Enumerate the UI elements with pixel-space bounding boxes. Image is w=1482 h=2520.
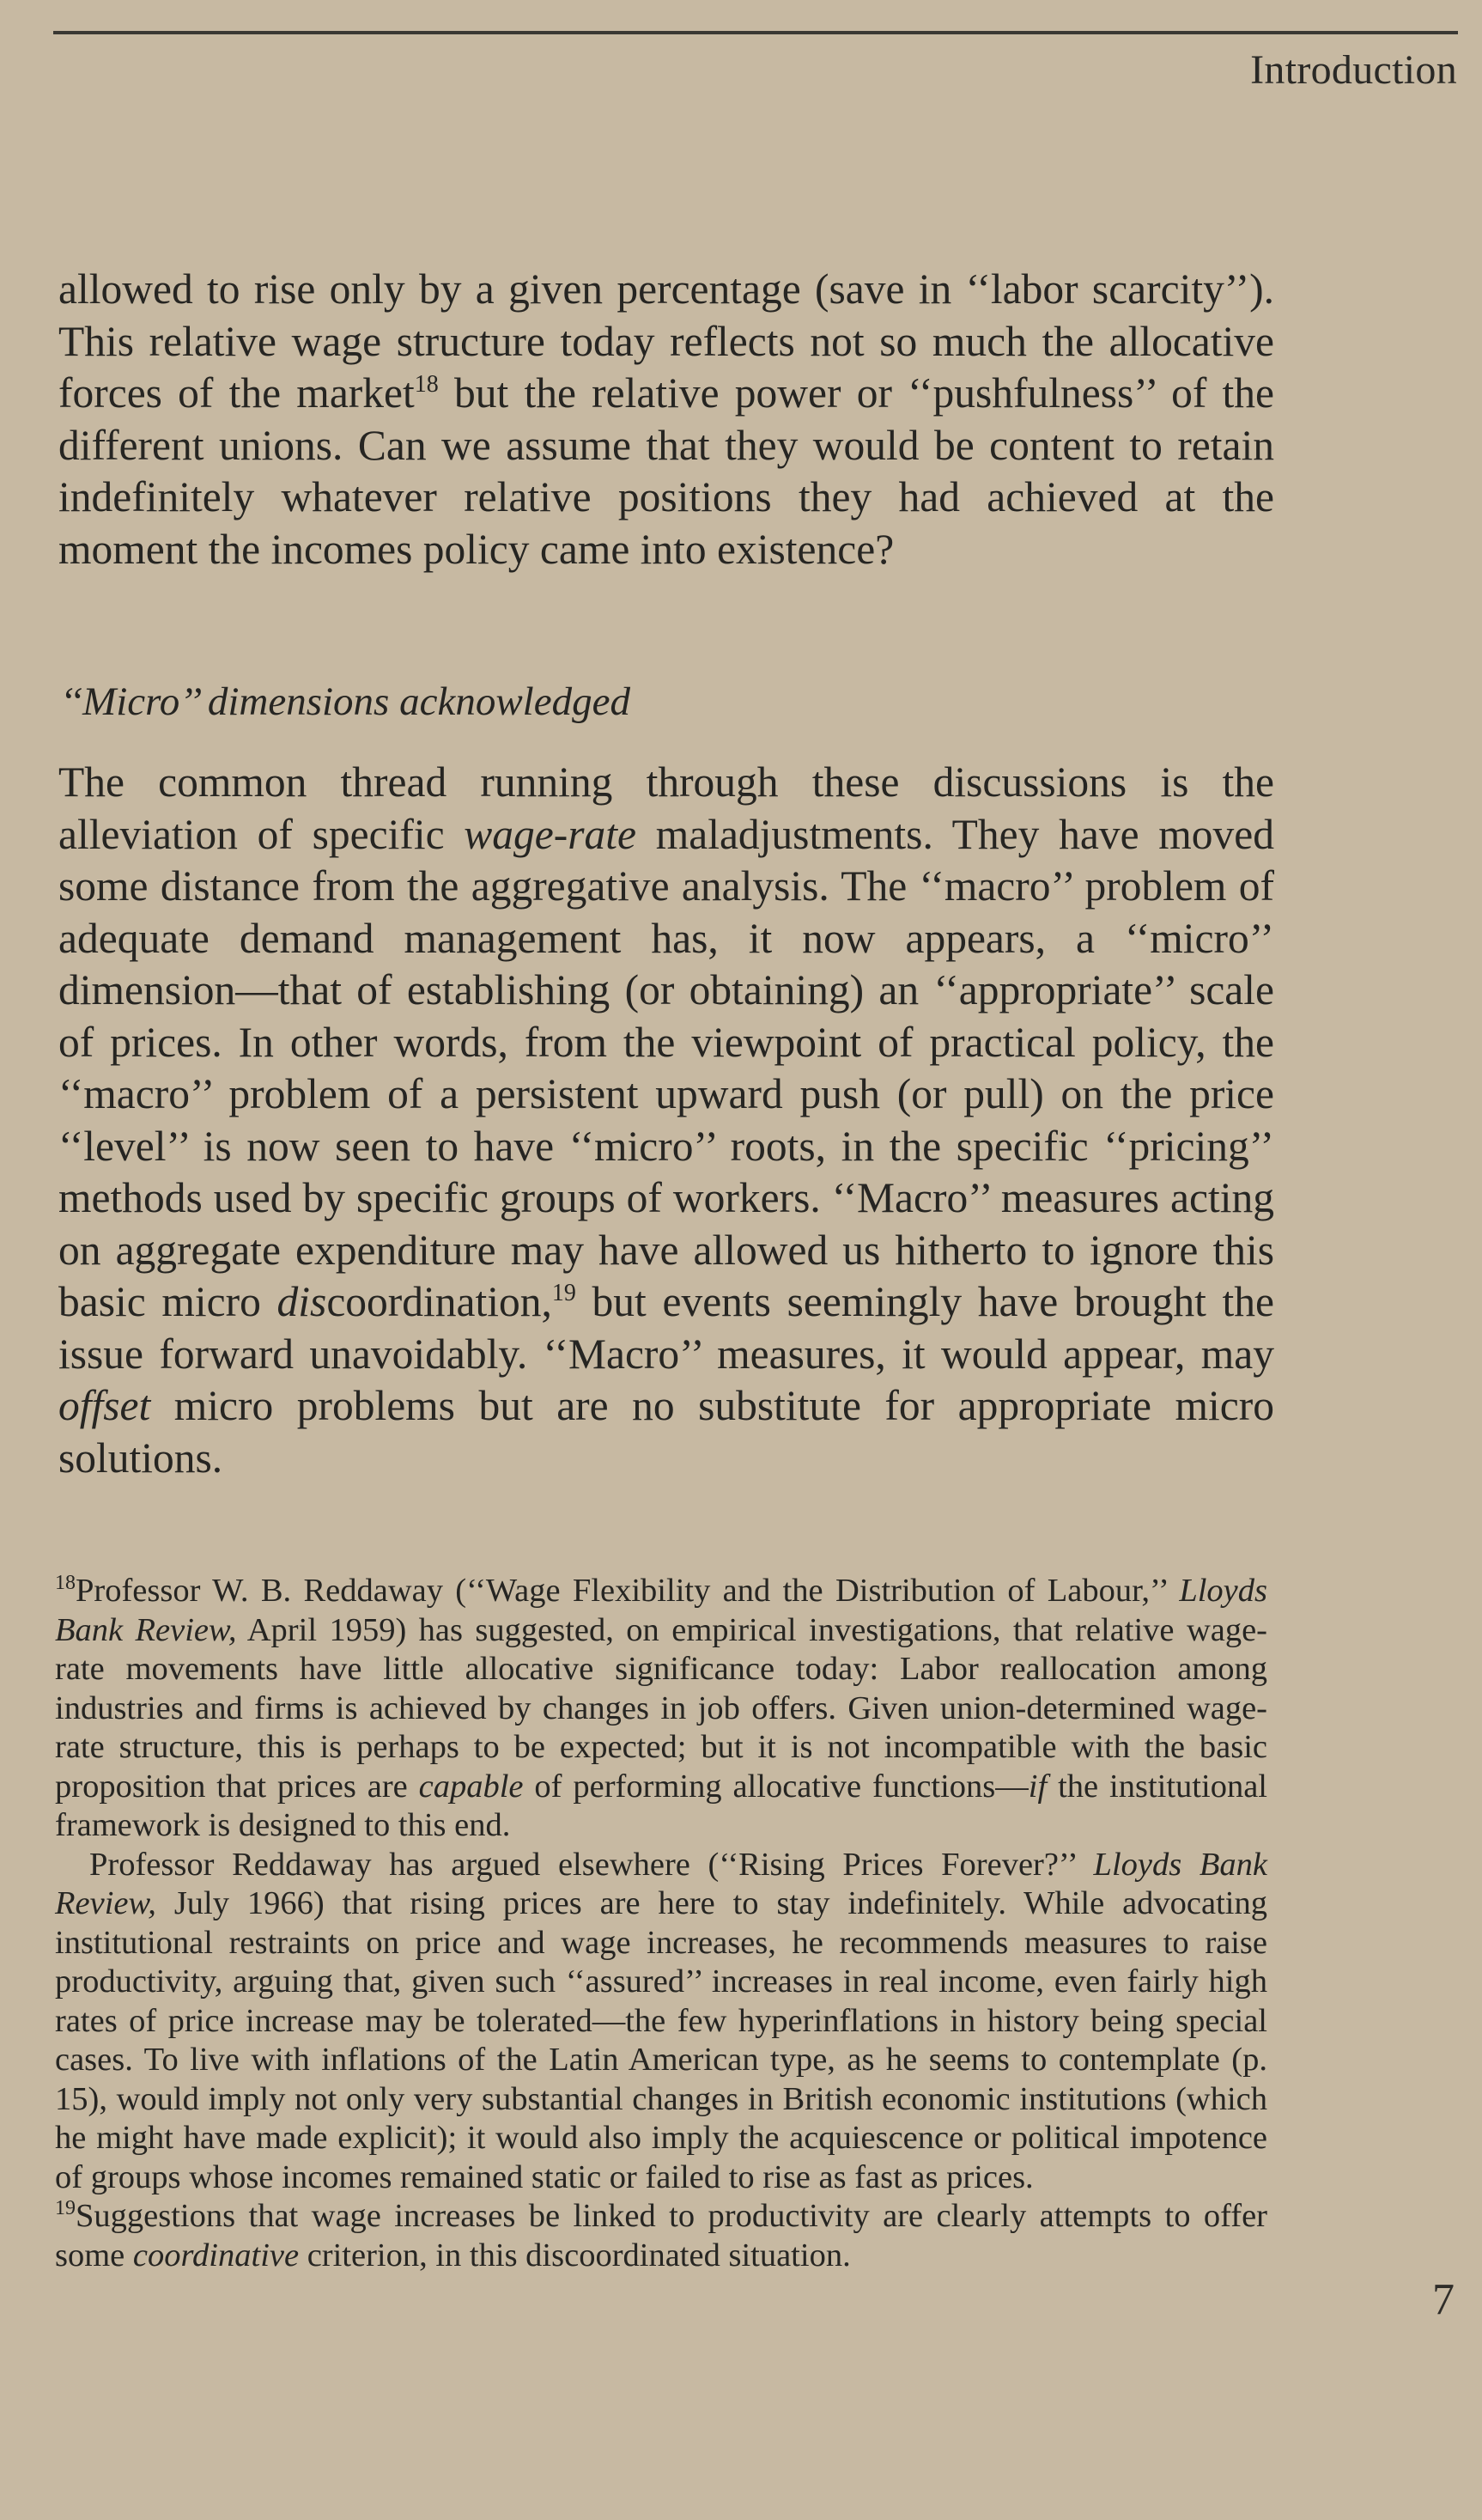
- para2-emphasis-dis: dis: [276, 1278, 327, 1325]
- para2-text-b: maladjustments. They have moved some distance from the aggregative analysis. The ‘‘macro’’ problem of adequate demand management has, it now appears, a ‘‘micro’’ dimension—that of establishing (or obtaining) an ‘‘appropriate’’ scale of prices. In other words, from the viewpoint of practical policy, the ‘‘macro’’ problem of a persistent upward push (or pull) on the price ‘‘level’’ is now seen to have ‘‘micro’’ roots, in the specific ‘‘pricing’’ methods used by specific groups of workers. ‘‘Macro’’ measures acting on aggregate expenditure may have allowed us hitherto to ignore this basic micro: [58, 810, 1274, 1325]
- footnote-18-continuation: [55, 1846, 1267, 2198]
- footnote-18-text-b: April 1959) has suggested, on empirical investigations, that relative wage-rate movements have little allocative significance today: Labor reallocation among industries and firms is achieved by changes in job offers. Given union-determined wage-rate structure, this is perhaps to be expected; but it is not incompatible with the basic proposition that prices are: [55, 1611, 1267, 1805]
- footnote-18-emphasis-if: if: [1028, 1768, 1048, 1805]
- footnote-19-number: 19: [55, 2197, 76, 2219]
- para1-text-a: allowed to rise only by a given percentage (save in ‘‘labor scarcity’’). This relative wage structure today reflects not so much the allocative forces of the market: [58, 265, 1274, 417]
- para2-emphasis-wage-rate: wage-rate: [464, 810, 636, 858]
- para2-text-e: micro problems but are no substitute for appropriate micro solutions.: [58, 1382, 1274, 1482]
- section-heading: ‘‘Micro’’ dimensions acknowledged: [60, 679, 630, 724]
- para2-text-c: coordination,: [326, 1278, 552, 1325]
- footnote-18-cont-emphasis-journal: Lloyds Bank Review,: [55, 1846, 1267, 1921]
- footnote-18-number: 18: [55, 1572, 76, 1594]
- para2-text-d: but events seemingly have brought the issue forward unavoidably. ‘‘Macro’’ measures, it would appear, may: [58, 1278, 1275, 1378]
- footnote-18-cont-text-b: July 1966) that rising prices are here to stay indefinitely. While advocating institutional restraints on price and wage increases, he recommends measures to raise productivity, arguing that, given such ‘‘assured’’ increases in real income, even fairly high rates of price increase may be tolerated—the few hyperinflations in history being special cases. To live with inflations of the Latin American type, as he seems to contemplate (p. 15), would imply not only very substantial changes in British economic institutions (which he might have made explicit); it would also imply the acquiescence or political impotence of groups whose incomes remained static or failed to rise as fast as prices.: [55, 1885, 1267, 2195]
- footnote-19: [55, 2197, 1267, 2275]
- footnote-19-text-a: Suggestions that wage increases be linked to productivity are clearly attempts to offer some: [55, 2198, 1267, 2273]
- running-head: Introduction: [1250, 47, 1457, 93]
- para2-text-a: The common thread running through these discussions is the alleviation of specific: [58, 758, 1274, 858]
- footnote-ref-18[interactable]: 18: [414, 371, 439, 398]
- body-paragraph-1: [58, 264, 1274, 575]
- footnote-19-text-b: criterion, in this discoordinated situation.: [299, 2237, 851, 2273]
- para1-text-b: but the relative power or ‘‘pushfulness’’ of the different unions. Can we assume that they would be content to retain indefinitely whatever relative positions they had achieved at the moment the incomes policy came into existence?: [58, 369, 1275, 573]
- footnote-18-cont-text-a: Professor Reddaway has argued elsewhere (‘‘Rising Prices Forever?’’: [89, 1846, 1094, 1883]
- footnote-18-text-c: of performing allocative functions—: [523, 1768, 1029, 1805]
- footnote-18-emphasis-journal: Lloyds Bank Review,: [55, 1573, 1267, 1648]
- footnote-19-emphasis-coordinative: coordinative: [132, 2237, 300, 2273]
- page-number: 7: [1432, 2275, 1455, 2324]
- footnotes: [55, 1572, 1267, 2275]
- footnote-18: [55, 1572, 1267, 1846]
- footnote-ref-19[interactable]: 19: [551, 1280, 576, 1306]
- para2-emphasis-offset: offset: [58, 1382, 151, 1429]
- footnote-18-text-a: Professor W. B. Reddaway (‘‘Wage Flexibility and the Distribution of Labour,’’: [76, 1573, 1180, 1609]
- footnote-18-emphasis-capable: capable: [418, 1768, 524, 1805]
- body-paragraph-2: [58, 757, 1274, 1484]
- header-rule: [53, 31, 1458, 34]
- footnote-18-text-d: the institutional framework is designed to this end.: [55, 1768, 1267, 1843]
